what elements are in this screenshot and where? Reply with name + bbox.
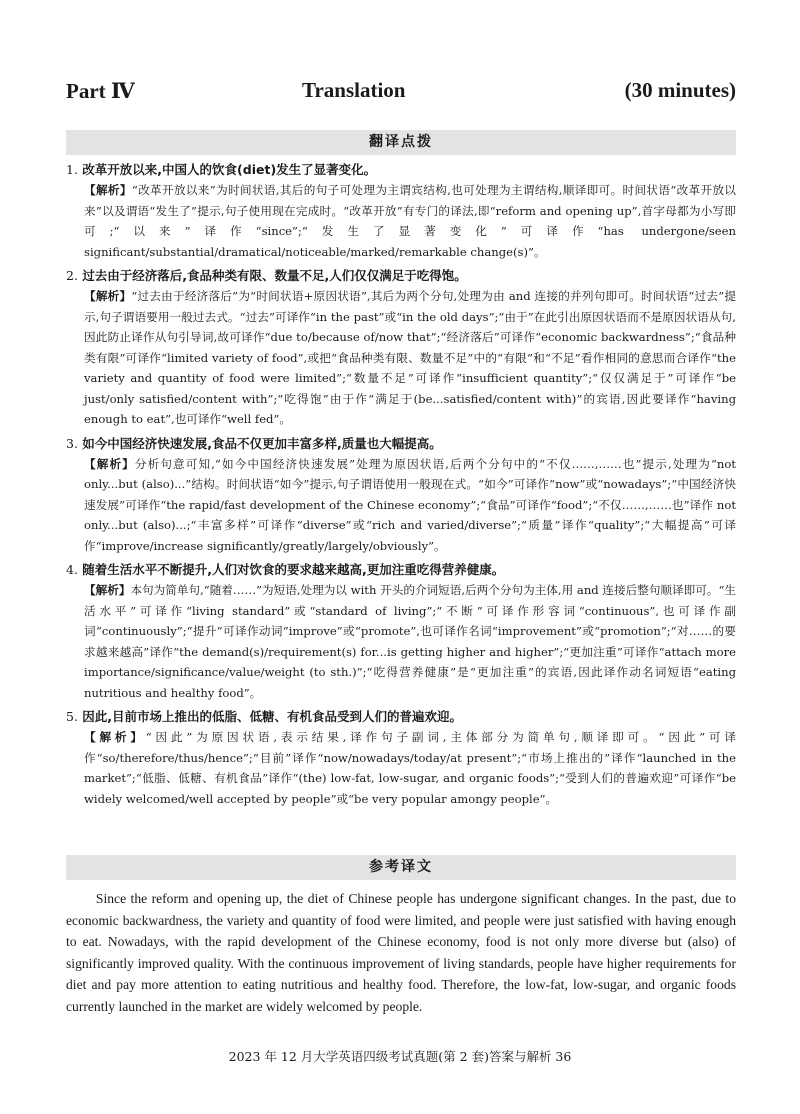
question-number: 2. <box>66 268 78 283</box>
question-text: 如今中国经济快速发展,食品不仅更加丰富多样,质量也大幅提高。 <box>82 435 442 451</box>
question-number: 3. <box>66 435 78 451</box>
question <box>66 434 736 454</box>
analysis-text: “改革开放以来”为时间状语,其后的句子可处理为主谓宾结构,也可处理为主谓结构,顺译即可。时间状语“改革开放以来”以及谓语“发生了”提示,句子使用现在完成时。“改革开放”有专门的译法,即“reform and opening up”,首字母都为小写即可;“以来”译作“since”;“发生了显著变化”可译作“has undergone/seen significant/substantial/dramatical/noticeable/marked/remarkable change(s)”。 <box>84 183 736 259</box>
list-item <box>66 560 736 703</box>
list-item <box>66 434 736 557</box>
tips-heading: 翻译点拨 <box>66 130 736 155</box>
analysis <box>66 180 736 262</box>
analysis-text: “过去由于经济落后”为“时间状语+原因状语”,其后为两个分句,处理为由 and 连接的并列句即可。时间状语“过去”提示,句子谓语要用一般过去式。“过去”可译作“in the past”或“in the old days”;“由于”在此引出原因状语而不是原因状语从句,因此防止译作从句引导词,故可译作“due to/because of/now that”;“经济落后”可译作“economic backwardness”;“食品种类有限”可译作“limited variety of food”,或把“食品种类有限、数量不足”中的“有限”和“不足”看作相同的意思而合译作“the variety and quantity of food were limited”;“数量不足”可译作“insufficient quantity”;“仅仅满足于”可译作“be just/only satisfied/content with”;“吃得饱”由于作“满足于(be...satisfied/content with)”的宾语,因此要译作“having enough to eat”,也可译作“well fed”。 <box>84 289 736 426</box>
analysis-text: 分析句意可知,“如今中国经济快速发展”处理为原因状语,后两个分句中的“不仅……,……也”提示,处理为“not only...but (also)...”结构。时间状语“如今”提示,句子谓语使用一般现在式。“如今”可译作“now”或“nowadays”;“中国经济快速发展”可译作“the rapid/fast development of the Chinese economy”;“食品”可译作“food”;“不仅……,……也”译作 not only...but (also)...;“丰富多样”可译作“diverse”或“rich and varied/diverse”;“质量”译作“quality”;“大幅提高”可译作“improve/increase significantly/greatly/largely/obviously”。 <box>84 456 736 553</box>
analysis-text: 本句为简单句,“随着……”为短语,处理为以 with 开头的介词短语,后两个分句为主体,用 and 连接后整句顺译即可。“生活水平”可译作“living standard”或“standard of living”;“不断”可译作形容词“continuous”,也可译作副词“continuously”;“提升”可译作动词“improve”或“promote”,也可译作名词“improvement”或“promotion”;“对……的要求越来越高”译作“the demand(s)/requirement(s) for...is getting higher and higher”;“更加注重”可译作“attach more importance/significance/value/weight (to sth.)”;“吃得营养健康”是“更加注重”的宾语,因此译作动名词短语“eating nutritious and healthy food”。 <box>84 583 736 700</box>
question-text: 过去由于经济落后,食品种类有限、数量不足,人们仅仅满足于吃得饱。 <box>82 268 467 283</box>
analysis <box>66 580 736 703</box>
section-title: Translation <box>302 78 406 102</box>
question <box>66 707 736 727</box>
question-text: 因此,目前市场上推出的低脂、低糖、有机食品受到人们的普遍欢迎。 <box>82 709 463 724</box>
reference-translation: Since the reform and opening up, the diet of Chinese people has undergone significant changes. In the past, due to economic backwardness, the variety and quantity of food were limited, and people were just satisfied with having enough to eat. Nowadays, with the rapid development of the Chinese economy, food is not only more diverse but (also) of significantly improved quality. With the continuous improvement of living standards, people have higher requirements for diet and pay more attention to eating nutritious and healthy food. Therefore, the low-fat, low-sugar, and organic foods currently launched in the market are widely welcomed by people. <box>66 891 736 1014</box>
question-number: 5. <box>66 709 78 724</box>
analysis-tag: 【解析】 <box>84 289 132 303</box>
question <box>66 560 736 580</box>
page-footer: 2023 年 12 月大学英语四级考试真题(第 2 套)答案与解析 36 <box>228 1049 572 1064</box>
analysis-tag: 【解析】 <box>84 730 146 744</box>
time-limit: (30 minutes) <box>624 78 736 102</box>
analysis-text: “因此”为原因状语,表示结果,译作句子副词,主体部分为简单句,顺译即可。“因此”可译作“so/therefore/thus/hence”;“目前”译作“now/nowadays/today/at present”;“市场上推出的”译作“launched in the market”;“低脂、低糖、有机食品”译作“(the) low-fat, low-sugar, and organic foods”;“受到人们的普遍欢迎”可译作“be widely welcomed/well accepted by people”或“be very popular amongy people”。 <box>84 730 736 806</box>
question-number: 4. <box>66 562 78 577</box>
question-text: 随着生活水平不断提升,人们对饮食的要求越来越高,更加注重吃得营养健康。 <box>82 562 505 577</box>
list-item <box>66 160 736 262</box>
analysis <box>66 286 736 430</box>
analysis-tag: 【解析】 <box>84 583 131 597</box>
question <box>66 266 736 286</box>
list-item <box>66 707 736 809</box>
question-text: 改革开放以来,中国人的饮食(diet)发生了显著变化。 <box>82 162 377 177</box>
question <box>66 160 736 180</box>
analysis-tag: 【解析】 <box>84 456 135 471</box>
reference-heading: 参考译文 <box>66 855 736 880</box>
analysis <box>66 454 736 557</box>
tips-list <box>66 160 736 813</box>
question-number: 1. <box>66 162 78 177</box>
analysis <box>66 727 736 809</box>
part-label: Part Ⅳ <box>66 79 135 103</box>
section-header <box>66 78 736 108</box>
analysis-tag: 【解析】 <box>84 183 132 197</box>
list-item <box>66 266 736 430</box>
